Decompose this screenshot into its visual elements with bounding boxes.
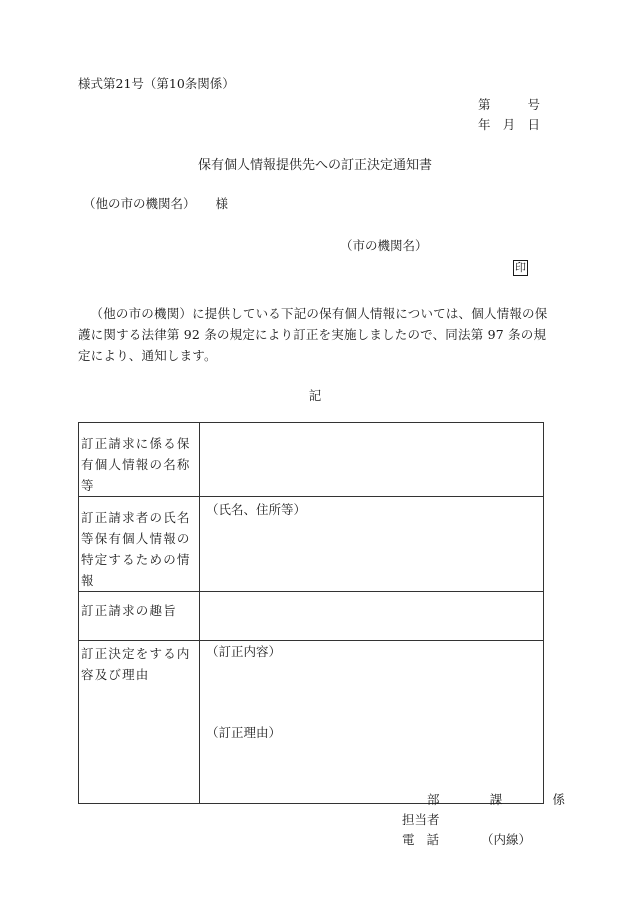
row-label-requester: 訂正請求者の氏名等保有個人情報の特定するための情報 (79, 497, 200, 592)
extension-label: （内線） (481, 832, 532, 847)
section-label: 課 (489, 792, 503, 807)
number-prefix: 第 (478, 97, 491, 112)
date-day: 日 (527, 117, 540, 132)
unit-label: 係 (552, 792, 565, 807)
form-number: 様式第21号（第10条関係） (78, 76, 235, 91)
date-month: 月 (502, 117, 516, 132)
department-label: 部 (427, 792, 440, 807)
date-line (478, 115, 540, 133)
document-number-line (478, 95, 540, 113)
requester-note: （氏名、住所等） (206, 502, 307, 517)
body-text: （他の市の機関）に提供している下記の保有個人情報については、個人情報の保護に関する法律第 92 条の規定により訂正を実施しましたので、同法第 97 条の規定により、通知します。 (78, 306, 548, 363)
detail-table (78, 422, 544, 804)
table-row (79, 497, 544, 592)
table-row (79, 641, 544, 804)
phone-label: 電話 (402, 832, 452, 847)
correction-reason-note: （訂正理由） (206, 725, 282, 740)
row-label-decision: 訂正決定をする内容及び理由 (79, 641, 200, 804)
seal-icon: 印 (515, 261, 526, 274)
sender-name: （市の機関名） (340, 238, 428, 253)
date-year: 年 (478, 117, 491, 132)
table-row (79, 592, 544, 641)
department-row (427, 790, 565, 808)
row-label-purpose: 訂正請求の趣旨 (79, 592, 200, 641)
ki-heading: 記 (308, 388, 322, 403)
number-suffix: 号 (527, 97, 540, 112)
addressee-name: （他の市の機関名） (83, 196, 196, 211)
addressee-honorific: 様 (215, 196, 229, 211)
document-title: 保有個人情報提供先への訂正決定通知書 (197, 158, 432, 173)
row-value-decision (200, 641, 544, 804)
row-value-requester (200, 497, 544, 592)
phone-row (402, 830, 531, 848)
person-in-charge: 担当者 (402, 812, 440, 827)
row-value-purpose (200, 592, 544, 641)
table-row (79, 423, 544, 497)
correction-content-note: （訂正内容） (206, 644, 282, 659)
row-value-correction-info (200, 423, 544, 497)
addressee (83, 194, 228, 212)
row-label-correction-info: 訂正請求に係る保有個人情報の名称等 (79, 423, 200, 497)
